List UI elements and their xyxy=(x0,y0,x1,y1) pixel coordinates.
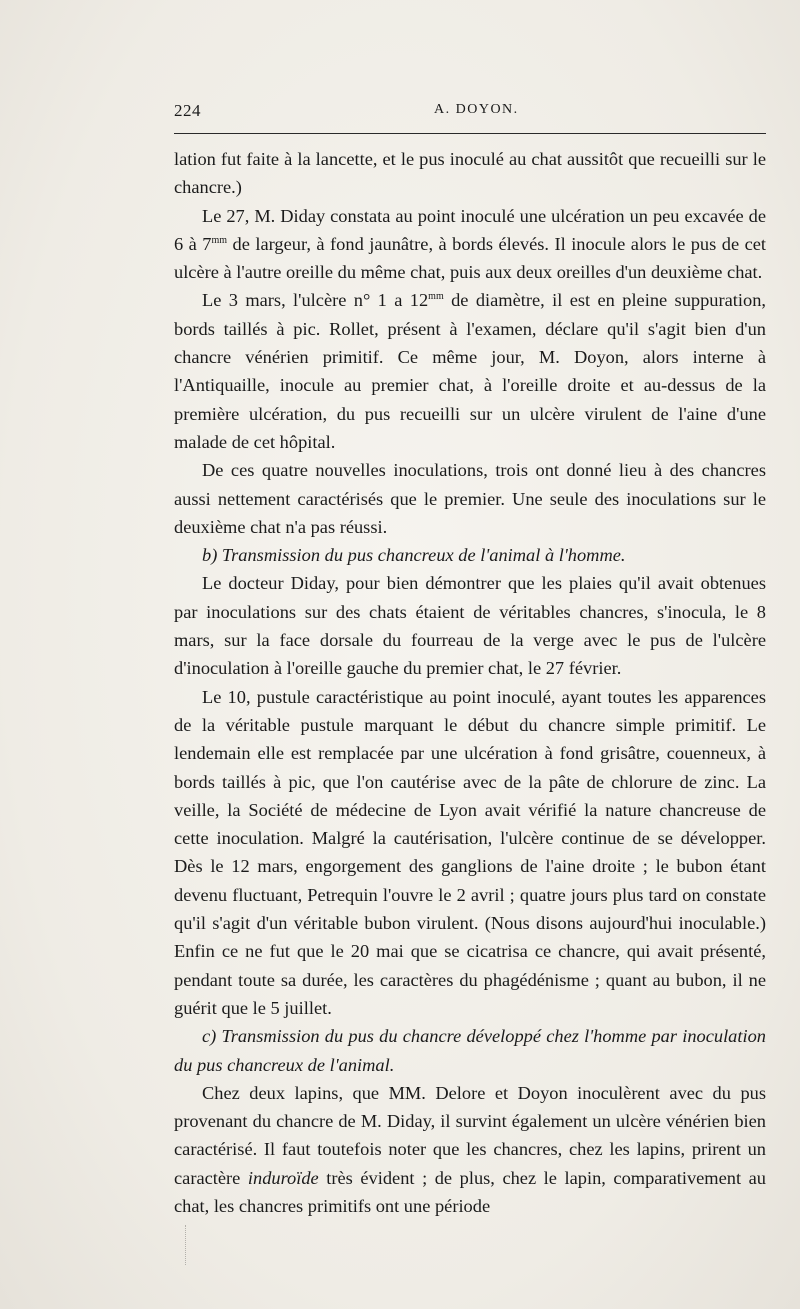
paragraph-2 xyxy=(174,202,766,287)
page-number: 224 xyxy=(174,101,201,120)
section-heading-c: c) Transmission du pus du chancre développé chez l'homme par inoculation du pus chancreux de l'animal. xyxy=(174,1026,766,1075)
paragraph-2-part-2: de largeur, à fond jaunâtre, à bords élevés. Il inocule alors le pus de cet ulcère à l'autre oreille du même chat, puis aux deux oreilles d'un deuxième chat. xyxy=(174,233,767,283)
paragraph-4: De ces quatre nouvelles inoculations, trois ont donné lieu à des chancres aussi nettement caractérisés que le premier. Une seule des inoculations sur le deuxième chat n'a pas réussi. xyxy=(174,460,766,537)
margin-mark xyxy=(185,1225,190,1265)
header-rule xyxy=(174,133,766,134)
body-text xyxy=(174,145,766,1220)
italic-term: induroïde xyxy=(247,1167,319,1188)
paragraph-7-part-1: Chez deux lapins, que MM. Delore et Doyon inoculèrent avec du pus provenant du chancre de M. Diday, il survint également un ulcère vénérien bien caractérisé. Il faut toutefois noter que les chancres, chez les lapins, prirent un caractère xyxy=(174,1082,766,1188)
unit-superscript: mm xyxy=(428,291,444,303)
section-heading-b: b) Transmission du pus chancreux de l'animal à l'homme. xyxy=(202,545,626,566)
paragraph-6: Le 10, pustule caractéristique au point inoculé, ayant toutes les apparences de la véritable pustule marquant le début du chancre simple primitif. Le lendemain elle est remplacée par une ulcération à fond grisâtre, couenneux, à bords taillés à pic, que l'on cautérise avec de la pâte de chlorure de zinc. La veille, la Société de médecine de Lyon avait vérifié la nature chancreuse de cette inoculation. Malgré la cautérisation, l'ulcère continue de se développer. Dès le 12 mars, engorgement des ganglions de l'aine droite ; le bubon étant devenu fluctuant, Petrequin l'ouvre le 2 avril ; quatre jours plus tard on constate qu'il s'agit d'un véritable bubon virulent. (Nous disons aujourd'hui inoculable.) Enfin ce ne fut que le 20 mai que se cicatrisa ce chancre, qui avait présenté, pendant toute sa durée, les caractères du phagédénisme ; quant au bubon, il ne guérit que le 5 juillet. xyxy=(174,686,766,1018)
paragraph-3 xyxy=(174,286,766,456)
paragraph-3-part-1: Le 3 mars, l'ulcère n° 1 a 12 xyxy=(202,290,429,311)
paragraph-5: Le docteur Diday, pour bien démontrer que les plaies qu'il avait obtenues par inoculations sur des chats étaient de véritables chancres, s'inocula, le 8 mars, sur la face dorsale du fourreau de la verge avec le pus de l'ulcère d'inoculation à l'oreille gauche du premier chat, le 27 février. xyxy=(174,573,766,679)
paragraph-1: lation fut faite à la lancette, et le pus inoculé au chat aussitôt que recueilli sur le chancre.) xyxy=(174,149,766,198)
paragraph-3-part-2: de diamètre, il est en pleine suppuration, bords taillés à pic. Rollet, présent à l'examen, déclare qu'il s'agit bien d'un chancre vénérien primitif. Ce même jour, M. Doyon, alors interne à l'Antiquaille, inocule au premier chat, à l'oreille droite et au-dessus de la première ulcération, du pus recueilli sur un ulcère virulent de l'aine d'une malade de cet hôpital. xyxy=(174,290,766,452)
paragraph-7-part-2: très évident ; de plus, chez le lapin, comparativement au chat, les chancres primitifs ont une période xyxy=(174,1167,766,1216)
running-head: A. DOYON. xyxy=(434,102,519,117)
unit-superscript: mm xyxy=(211,234,228,246)
paragraph-7 xyxy=(174,1079,766,1220)
paragraph-2-part-1: Le 27, M. Diday constata au point inoculé une ulcération un peu excavée de 6 à 7 xyxy=(174,205,766,254)
page-header xyxy=(174,101,766,125)
